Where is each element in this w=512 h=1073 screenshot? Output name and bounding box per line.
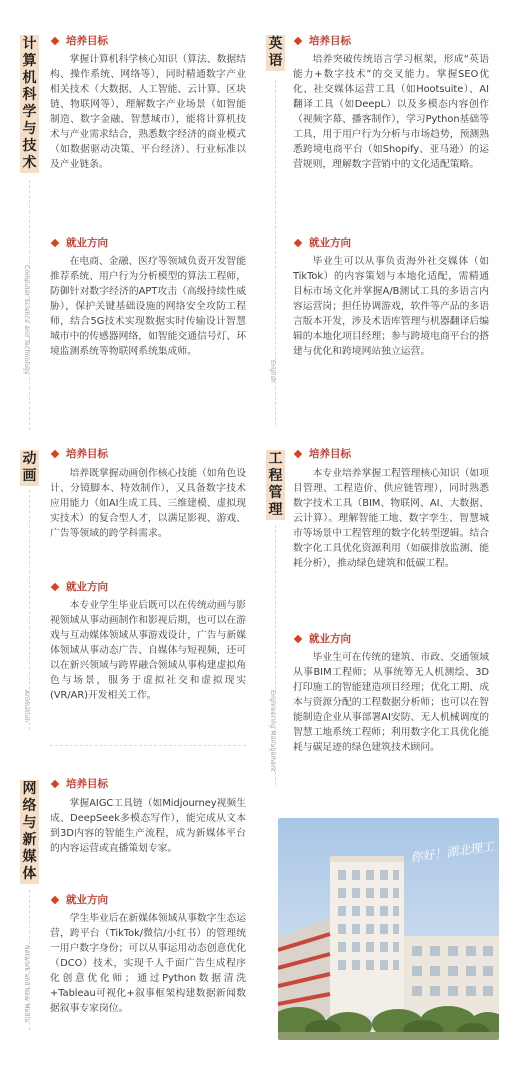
major-title-char: 工 xyxy=(268,451,283,467)
diamond-icon xyxy=(294,449,302,457)
major-title-char: 程 xyxy=(268,468,283,484)
career-heading-eng: 就业方向 xyxy=(293,632,351,646)
diamond-icon xyxy=(294,634,302,642)
major-english-eng: Engineering Management xyxy=(269,690,276,772)
major-title-char: 术 xyxy=(22,155,37,171)
major-title-char: 与 xyxy=(22,121,37,137)
major-title-char: 机 xyxy=(22,70,37,86)
goal-heading-anim: 培养目标 xyxy=(50,447,108,461)
campus-photo xyxy=(278,818,499,1040)
major-title-char: 画 xyxy=(22,468,37,484)
goal-text-nm: 掌握AIGC工具链（如Midjourney视频生成、DeepSeek多模态写作），能完成从文本到3D内容的智能生产流程，成为新媒体平台的内容运营或直播策划专家。 xyxy=(50,798,246,854)
major-title-char: 新 xyxy=(22,832,37,848)
career-text-anim: 本专业学生毕业后既可以在传统动画与影视领域从事动画制作和影视后期，也可以在游戏与互动媒体领域从事游戏设计，广告与新媒体领域从事动态广告、自媒体与短视频，还可以在新兴领域与跨界融合领域从事构建虚拟角色与场景，服务于虚拟社交和虚拟现实(VR/AR)开发相关工作。 xyxy=(50,600,246,701)
photo-caption: 你好！湖北理工 xyxy=(409,839,495,865)
diamond-icon xyxy=(51,238,59,246)
career-heading-anim: 就业方向 xyxy=(50,580,108,594)
major-english-cs: Computer Science and Technology xyxy=(23,265,30,375)
major-title-char: 与 xyxy=(22,815,37,831)
goal-heading-en: 培养目标 xyxy=(293,34,351,48)
major-title-char: 网 xyxy=(22,781,37,797)
major-english-en: English xyxy=(269,360,276,384)
diamond-icon xyxy=(294,238,302,246)
major-title-char: 计 xyxy=(22,36,37,52)
major-title-char: 算 xyxy=(22,53,37,69)
goal-text-eng: 本专业培养掌握工程管理核心知识（如项目管理、工程造价、供应链管理），同时熟悉数字技术工具（BIM、物联网、AI、大数据、云计算）。理解智能工地、数字孪生、智慧城市等场景中工程管理的数字化转型逻辑。结合数字化工具优化资源利用（如碳排放监测、能耗分析），推动绿色建筑和低碳工程。 xyxy=(293,468,489,569)
goal-text-cs: 掌握计算机科学核心知识（算法、数据结构、操作系统、网络等），同时精通数字产业相关技术（大数据、人工智能、云计算、区块链、物联网等），理解数字产业场景（如智能制造、数字金融、智慧城市），能将计算机技术与产业需求结合，熟悉数字经济的商业模式（如数据驱动决策、平台经济）、行业标准以及产业链条。 xyxy=(50,54,246,170)
major-title-char: 科 xyxy=(22,87,37,103)
major-title-char: 络 xyxy=(22,798,37,814)
major-title-char: 媒 xyxy=(22,849,37,865)
major-title-char: 动 xyxy=(22,451,37,467)
major-title-char: 理 xyxy=(268,502,283,518)
divider-line xyxy=(50,745,246,746)
career-text-eng: 毕业生可在传统的建筑、市政、交通领域从事BIM工程师；从事统筹无人机测绘、3D打印施工的智能建造项目经理；优化工期、成本与资源分配的工程数据分析师；也可以在智能制造企业从事部署AI安防、无人机械调度的智慧工地系统工程师；利用数字化工具优化能耗与碳足迹的绿色建筑技术顾问。 xyxy=(293,652,489,753)
diamond-icon xyxy=(51,895,59,903)
major-title-en xyxy=(266,35,285,71)
major-title-char: 管 xyxy=(268,485,283,501)
goal-heading-cs: 培养目标 xyxy=(50,34,108,48)
major-title-char: 技 xyxy=(22,138,37,154)
campus-building-illustration xyxy=(278,818,499,1040)
career-heading-nm: 就业方向 xyxy=(50,893,108,907)
major-title-eng xyxy=(266,450,285,520)
major-english-anim: Animation xyxy=(23,690,30,723)
major-title-char: 语 xyxy=(268,53,283,69)
career-text-en: 毕业生可以从事负责海外社交媒体（如TikTok）的内容策划与本地化适配，需精通目标市场文化并掌握A/B测试工具的多语言内容运营岗；担任协调游戏，软件等产品的多语言版本开发，涉及术语库管理与机器翻译后编辑的本地化项目经理；参与跨境电商平台的搭建与优化和跨境网站独立运营。 xyxy=(293,256,489,357)
goal-text-en: 培养突破传统语言学习框架，形成“英语能力+数字技术”的交叉能力。掌握SEO优化、社交媒体运营工具（如Hootsuite）、AI翻译工具（如DeepL）以及多模态内容创作（视频字幕、播客制作），学习Python基础等工具，用于用户行为分析与市场趋势，预测熟悉跨境电商平台（如Shopify、亚马逊）的运营规则，理解数字营销中的文化适配策略。 xyxy=(293,54,489,170)
major-english-nm: Network and New Media xyxy=(23,945,30,1023)
goal-heading-nm: 培养目标 xyxy=(50,777,108,791)
diamond-icon xyxy=(51,779,59,787)
diamond-icon xyxy=(51,582,59,590)
major-title-anim xyxy=(20,450,39,486)
major-title-nm xyxy=(20,780,39,884)
major-title-char: 学 xyxy=(22,104,37,120)
major-title-char: 英 xyxy=(268,36,283,52)
goal-text-anim: 培养既掌握动画创作核心技能（如角色设计、分镜脚本、特效制作），又具备数字技术应用能力（如AI生成工具、三维建模、虚拟现实技术）的复合型人才，以满足影视、游戏、广告等领域的跨学科需求。 xyxy=(50,468,246,539)
diamond-icon xyxy=(294,36,302,44)
career-heading-en: 就业方向 xyxy=(293,236,351,250)
goal-heading-eng: 培养目标 xyxy=(293,447,351,461)
career-text-nm: 学生毕业后在新媒体领域从事数字生态运营，跨平台（TikTok/微信/小红书）的管理统一用户数字身份；可以从事运用动态创意优化（DCO）技术，实现千人千面广告生成程序化创意优化师；通过Python数据清洗+Tableau可视化+叙事框架构建数据新闻数据叙事专家岗位。 xyxy=(50,913,246,1014)
diamond-icon xyxy=(51,36,59,44)
major-title-char: 体 xyxy=(22,866,37,882)
diamond-icon xyxy=(51,449,59,457)
career-text-cs: 在电商、金融、医疗等领域负责开发智能推荐系统、用户行为分析模型的算法工程师，防御针对数字经济的APT攻击（高级持续性威胁），保护关键基础设施的网络安全攻防工程师，结合5G技术实现数据实时传输设计智慧城市中的传感器网络，如智能交通信号灯、环境监测系统等物联网系统集成师。 xyxy=(50,256,246,357)
major-title-cs xyxy=(20,35,39,173)
career-heading-cs: 就业方向 xyxy=(50,236,108,250)
